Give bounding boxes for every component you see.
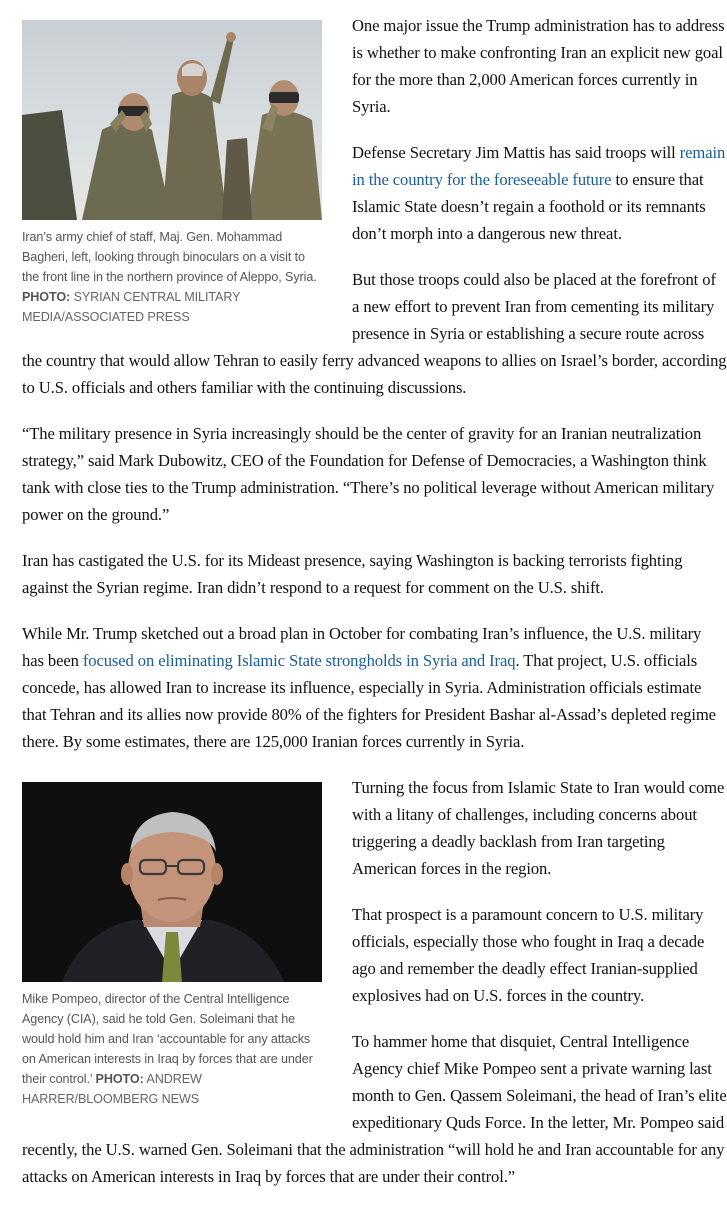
paragraph-4: “The military presence in Syria increasingly should be the center of gravity for an Iranian neutralization strategy,” said Mark Dubowitz, CEO of the Foundation for Defense of Democracies, a Washington think tank with close ties to the Trump administration. “There’s no political leverage without American military power on the ground.”: [22, 424, 715, 524]
paragraph-8: That prospect is a paramount concern to U.S. military officials, especially those who fought in Iraq a decade ago and remember the deadly effect Iranian-supplied explosives had on U.S. forces in the country.: [352, 905, 705, 1005]
bagheri-photo-image: [22, 20, 322, 220]
figure-pompeo: [22, 782, 322, 1109]
link-remain-in-country[interactable]: remain in the country for the foreseeable future: [352, 143, 726, 189]
credit-text: ANDREW HARRER/BLOOMBERG NEWS: [22, 1072, 202, 1106]
paragraph-2-text-after: to ensure that Islamic State doesn’t regain a foothold or its remnants don’t morph into a dangerous new threat.: [352, 170, 706, 243]
photo-bagheri[interactable]: [22, 20, 322, 220]
credit-text: SYRIAN CENTRAL MILITARY MEDIA/ASSOCIATED PRESS: [22, 290, 241, 324]
paragraph-3: But those troops could also be placed at the forefront of a new effort to prevent Iran from cementing its military presence in Syria or establishing a secure route across the country that would allow Tehran to easily ferry advanced weapons to allies on Israel’s border, according to U.S. officials and others familiar with the continuing discussions.: [22, 270, 727, 397]
caption-pompeo: [22, 989, 322, 1109]
paragraph-6-text-after: . That project, U.S. officials concede, has allowed Iran to increase its influence, especially in Syria. Administration officials estimate that Tehran and its allies now provide 80% of the fighters for President Bashar al-Assad’s depleted regime there. By some estimates, there are 125,000 Iranian forces currently in Syria.: [22, 651, 716, 751]
link-focused-on-eliminating[interactable]: focused on eliminating Islamic State strongholds in Syria and Iraq: [82, 651, 516, 670]
paragraph-6-text-before: While Mr. Trump sketched out a broad plan in October for combating Iran’s influence, the U.S. military has been: [22, 624, 702, 670]
caption-text: Iran’s army chief of staff, Maj. Gen. Mohammad Bagheri, left, looking through binoculars on a visit to the front line in the northern province of Aleppo, Syria.: [22, 230, 317, 284]
paragraph-6: [22, 620, 727, 755]
article-body: [22, 0, 727, 1190]
paragraph-5: Iran has castigated the U.S. for its Mideast presence, saying Washington is backing terrorists fighting against the Syrian regime. Iran didn’t respond to a request for comment on the U.S. shift.: [22, 551, 683, 597]
photo-credit: [22, 290, 240, 324]
paragraph-1: One major issue the Trump administration has to address is whether to make confronting Iran an explicit new goal for the more than 2,000 American forces currently in Syria.: [352, 16, 725, 116]
credit-label: PHOTO:: [95, 1072, 144, 1086]
paragraph-9: To hammer home that disquiet, Central Intelligence Agency chief Mike Pompeo sent a private warning last month to Gen. Qassem Soleimani, the head of Iran’s elite expeditionary Quds Force. In the letter, Mr. Pompeo said recently, the U.S. warned Gen. Soleimani that the administration “will hold he and Iran accountable for any attacks on American interests in Iraq by forces that are under their control.”: [22, 1032, 727, 1186]
photo-pompeo[interactable]: [22, 782, 322, 982]
credit-label: PHOTO:: [22, 290, 71, 304]
paragraph-2-text-before: Defense Secretary Jim Mattis has said troops will: [352, 143, 680, 162]
caption-text: Mike Pompeo, director of the Central Intelligence Agency (CIA), said he told Gen. Soleimani that he would hold him and Iran ‘accountable for any attacks on American interests in Iraq by forces that are under their control.’: [22, 992, 313, 1086]
pompeo-photo-image: [22, 782, 322, 982]
paragraph-7: Turning the focus from Islamic State to Iran would come with a litany of challenges, including concerns about triggering a deadly backlash from Iran targeting American forces in the region.: [352, 778, 725, 878]
figure-bagheri: [22, 20, 322, 327]
caption-bagheri: [22, 227, 322, 327]
